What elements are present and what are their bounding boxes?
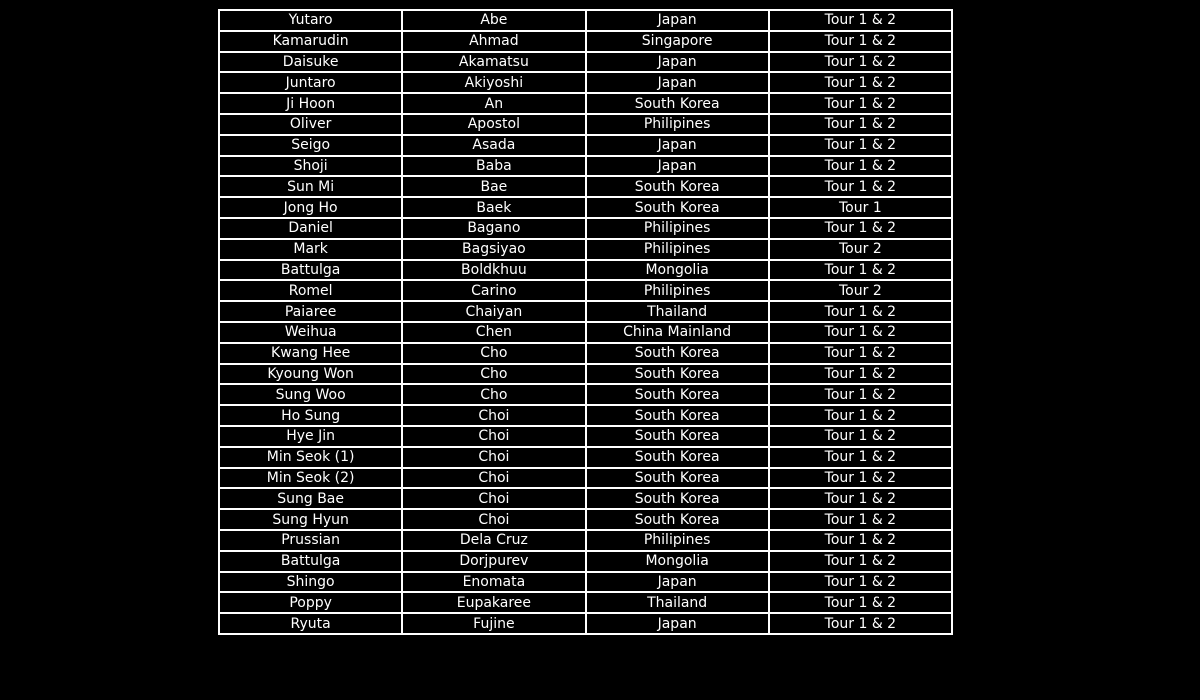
tour-cell: Tour 1 & 2: [769, 176, 952, 197]
table-row: [219, 52, 952, 73]
first-name-cell: Sung Woo: [219, 384, 402, 405]
first-name-cell: Paiaree: [219, 301, 402, 322]
last-name-cell: Apostol: [402, 114, 585, 135]
last-name-cell: Carino: [402, 280, 585, 301]
first-name-cell: Battulga: [219, 551, 402, 572]
country-cell: Japan: [586, 72, 769, 93]
tour-cell: Tour 1 & 2: [769, 156, 952, 177]
table-row: [219, 280, 952, 301]
table-row: [219, 218, 952, 239]
last-name-cell: Choi: [402, 468, 585, 489]
tour-cell: Tour 1: [769, 197, 952, 218]
first-name-cell: Jong Ho: [219, 197, 402, 218]
table-row: [219, 592, 952, 613]
table-row: [219, 468, 952, 489]
country-cell: Singapore: [586, 31, 769, 52]
table-row: [219, 551, 952, 572]
first-name-cell: Shoji: [219, 156, 402, 177]
first-name-cell: Yutaro: [219, 10, 402, 31]
country-cell: Philipines: [586, 239, 769, 260]
last-name-cell: Chen: [402, 322, 585, 343]
last-name-cell: Dorjpurev: [402, 551, 585, 572]
first-name-cell: Battulga: [219, 260, 402, 281]
last-name-cell: Abe: [402, 10, 585, 31]
country-cell: South Korea: [586, 93, 769, 114]
last-name-cell: An: [402, 93, 585, 114]
table-row: [219, 426, 952, 447]
table-row: [219, 364, 952, 385]
last-name-cell: Chaiyan: [402, 301, 585, 322]
last-name-cell: Dela Cruz: [402, 530, 585, 551]
country-cell: Mongolia: [586, 551, 769, 572]
last-name-cell: Boldkhuu: [402, 260, 585, 281]
tour-cell: Tour 1 & 2: [769, 322, 952, 343]
tour-cell: Tour 1 & 2: [769, 468, 952, 489]
country-cell: Philipines: [586, 280, 769, 301]
first-name-cell: Kamarudin: [219, 31, 402, 52]
tour-cell: Tour 1 & 2: [769, 592, 952, 613]
tour-cell: Tour 1 & 2: [769, 530, 952, 551]
last-name-cell: Bagsiyao: [402, 239, 585, 260]
table-row: [219, 530, 952, 551]
tour-cell: Tour 1 & 2: [769, 301, 952, 322]
country-cell: Thailand: [586, 301, 769, 322]
last-name-cell: Choi: [402, 405, 585, 426]
first-name-cell: Kwang Hee: [219, 343, 402, 364]
last-name-cell: Ahmad: [402, 31, 585, 52]
table-row: [219, 156, 952, 177]
last-name-cell: Akiyoshi: [402, 72, 585, 93]
country-cell: South Korea: [586, 405, 769, 426]
last-name-cell: Choi: [402, 426, 585, 447]
last-name-cell: Cho: [402, 384, 585, 405]
country-cell: South Korea: [586, 509, 769, 530]
country-cell: Philipines: [586, 530, 769, 551]
first-name-cell: Ho Sung: [219, 405, 402, 426]
first-name-cell: Prussian: [219, 530, 402, 551]
tour-cell: Tour 1 & 2: [769, 509, 952, 530]
last-name-cell: Baek: [402, 197, 585, 218]
tour-cell: Tour 1 & 2: [769, 93, 952, 114]
first-name-cell: Shingo: [219, 572, 402, 593]
country-cell: Japan: [586, 572, 769, 593]
tour-cell: Tour 1 & 2: [769, 31, 952, 52]
table-row: [219, 384, 952, 405]
tour-cell: Tour 1 & 2: [769, 447, 952, 468]
country-cell: China Mainland: [586, 322, 769, 343]
country-cell: South Korea: [586, 384, 769, 405]
table-row: [219, 447, 952, 468]
last-name-cell: Fujine: [402, 613, 585, 634]
first-name-cell: Hye Jin: [219, 426, 402, 447]
table-row: [219, 72, 952, 93]
last-name-cell: Enomata: [402, 572, 585, 593]
table-row: [219, 301, 952, 322]
country-cell: Japan: [586, 135, 769, 156]
first-name-cell: Oliver: [219, 114, 402, 135]
country-cell: Japan: [586, 156, 769, 177]
tour-cell: Tour 1 & 2: [769, 114, 952, 135]
last-name-cell: Asada: [402, 135, 585, 156]
first-name-cell: Sun Mi: [219, 176, 402, 197]
last-name-cell: Cho: [402, 343, 585, 364]
first-name-cell: Juntaro: [219, 72, 402, 93]
first-name-cell: Weihua: [219, 322, 402, 343]
last-name-cell: Choi: [402, 447, 585, 468]
tour-cell: Tour 1 & 2: [769, 10, 952, 31]
country-cell: South Korea: [586, 488, 769, 509]
country-cell: Japan: [586, 52, 769, 73]
first-name-cell: Daisuke: [219, 52, 402, 73]
first-name-cell: Romel: [219, 280, 402, 301]
roster-table: [218, 9, 953, 635]
country-cell: South Korea: [586, 364, 769, 385]
country-cell: South Korea: [586, 176, 769, 197]
table-row: [219, 322, 952, 343]
tour-cell: Tour 1 & 2: [769, 218, 952, 239]
first-name-cell: Min Seok (2): [219, 468, 402, 489]
table-row: [219, 197, 952, 218]
table-row: [219, 239, 952, 260]
last-name-cell: Baba: [402, 156, 585, 177]
tour-cell: Tour 1 & 2: [769, 405, 952, 426]
tour-cell: Tour 1 & 2: [769, 72, 952, 93]
first-name-cell: Sung Hyun: [219, 509, 402, 530]
tour-cell: Tour 1 & 2: [769, 135, 952, 156]
last-name-cell: Choi: [402, 488, 585, 509]
table-row: [219, 509, 952, 530]
table-row: [219, 488, 952, 509]
tour-cell: Tour 1 & 2: [769, 343, 952, 364]
last-name-cell: Bagano: [402, 218, 585, 239]
country-cell: Mongolia: [586, 260, 769, 281]
first-name-cell: Kyoung Won: [219, 364, 402, 385]
tour-cell: Tour 1 & 2: [769, 572, 952, 593]
last-name-cell: Choi: [402, 509, 585, 530]
country-cell: Japan: [586, 10, 769, 31]
table-row: [219, 93, 952, 114]
first-name-cell: Ji Hoon: [219, 93, 402, 114]
table-row: [219, 343, 952, 364]
first-name-cell: Min Seok (1): [219, 447, 402, 468]
tour-cell: Tour 1 & 2: [769, 260, 952, 281]
tour-cell: Tour 2: [769, 239, 952, 260]
last-name-cell: Akamatsu: [402, 52, 585, 73]
first-name-cell: Seigo: [219, 135, 402, 156]
country-cell: South Korea: [586, 343, 769, 364]
table-row: [219, 135, 952, 156]
country-cell: South Korea: [586, 426, 769, 447]
table-row: [219, 613, 952, 634]
tour-cell: Tour 1 & 2: [769, 384, 952, 405]
last-name-cell: Bae: [402, 176, 585, 197]
table-row: [219, 572, 952, 593]
country-cell: South Korea: [586, 468, 769, 489]
first-name-cell: Daniel: [219, 218, 402, 239]
country-cell: Philipines: [586, 114, 769, 135]
country-cell: South Korea: [586, 197, 769, 218]
tour-cell: Tour 1 & 2: [769, 364, 952, 385]
tour-cell: Tour 1 & 2: [769, 426, 952, 447]
table-row: [219, 260, 952, 281]
table-row: [219, 114, 952, 135]
roster-table-body: [219, 10, 952, 634]
first-name-cell: Poppy: [219, 592, 402, 613]
tour-cell: Tour 1 & 2: [769, 52, 952, 73]
country-cell: Philipines: [586, 218, 769, 239]
table-row: [219, 10, 952, 31]
tour-cell: Tour 1 & 2: [769, 613, 952, 634]
first-name-cell: Ryuta: [219, 613, 402, 634]
tour-cell: Tour 1 & 2: [769, 488, 952, 509]
tour-cell: Tour 1 & 2: [769, 551, 952, 572]
country-cell: Japan: [586, 613, 769, 634]
last-name-cell: Cho: [402, 364, 585, 385]
country-cell: Thailand: [586, 592, 769, 613]
last-name-cell: Eupakaree: [402, 592, 585, 613]
first-name-cell: Mark: [219, 239, 402, 260]
table-row: [219, 31, 952, 52]
table-row: [219, 176, 952, 197]
table-row: [219, 405, 952, 426]
tour-cell: Tour 2: [769, 280, 952, 301]
first-name-cell: Sung Bae: [219, 488, 402, 509]
country-cell: South Korea: [586, 447, 769, 468]
